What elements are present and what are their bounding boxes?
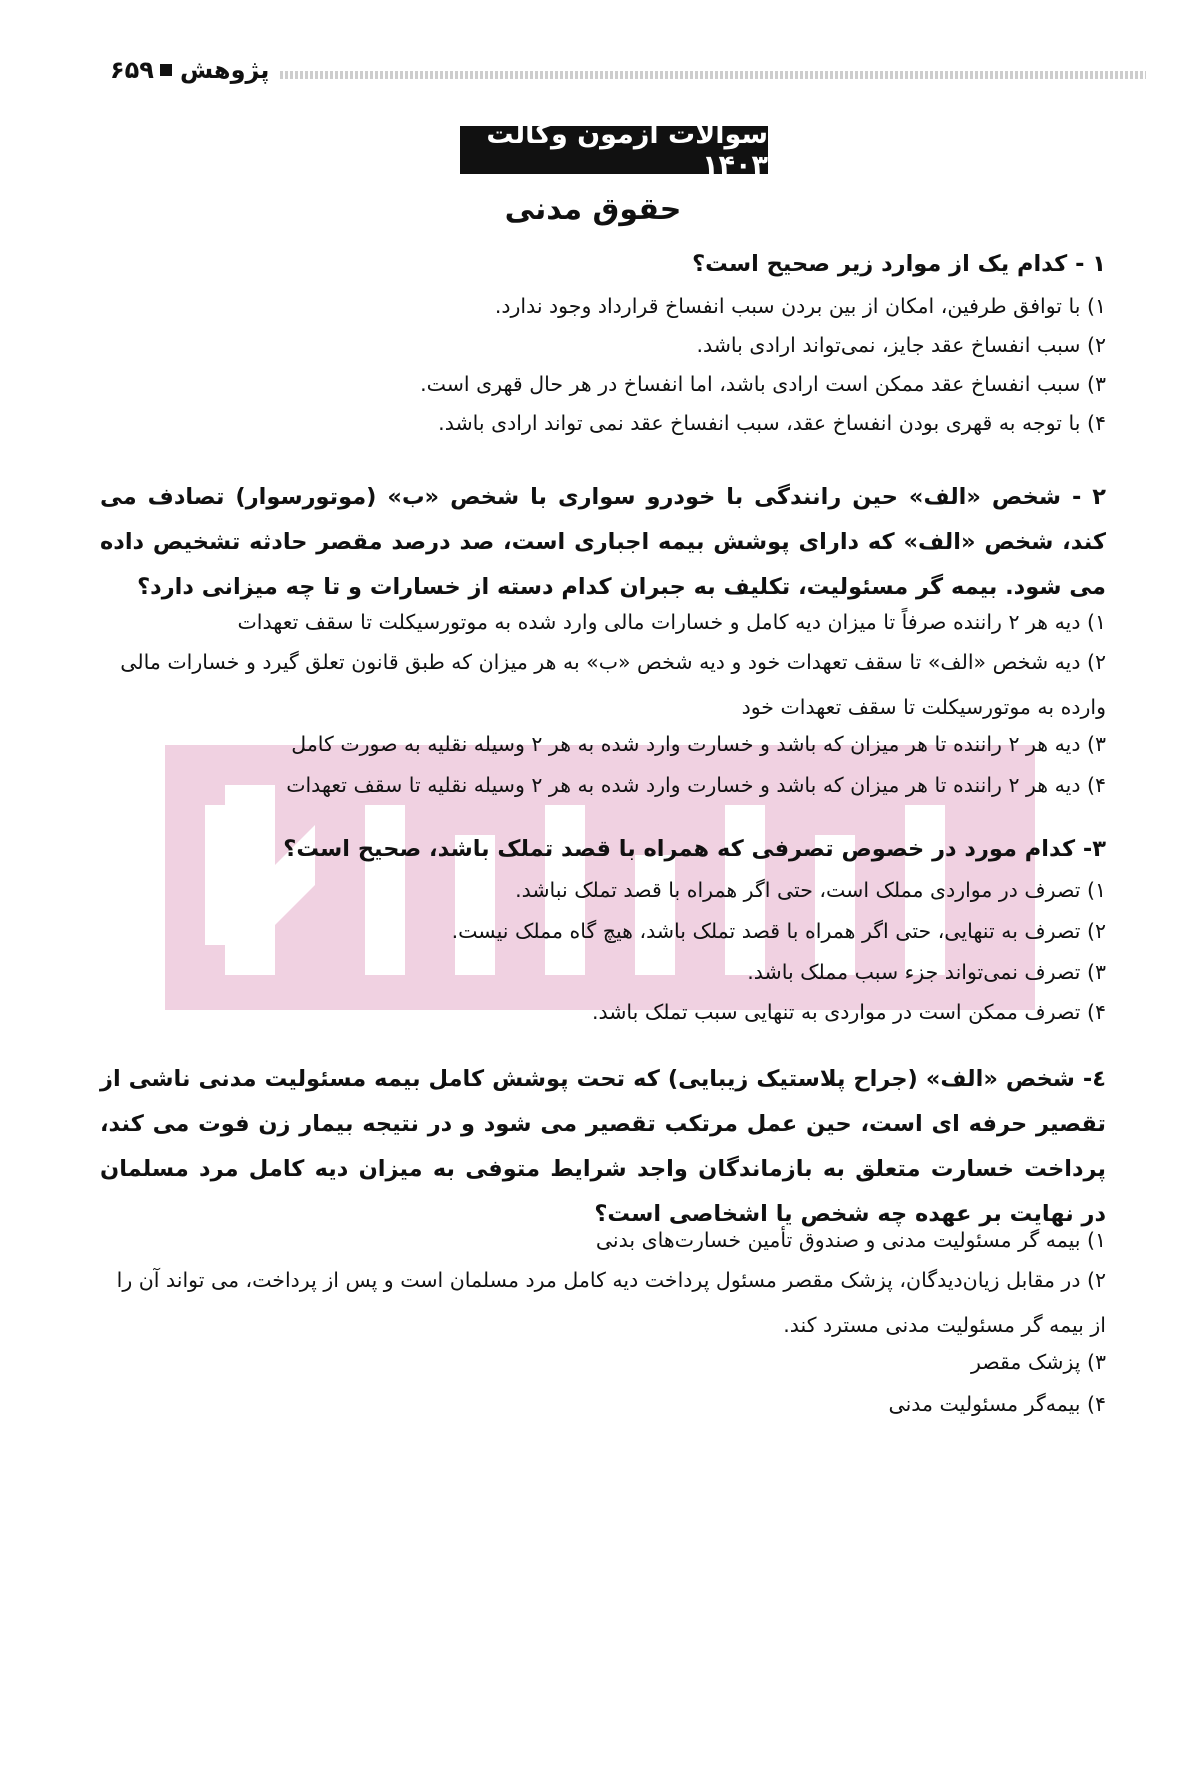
question-1-option-3: ۳) سبب انفساخ عقد ممکن است ارادی باشد، اما انفساخ در هر حال قهری است. [420,372,1106,396]
header-section: پژوهش [180,56,270,84]
question-2-option-4: ۴) دیه هر ۲ راننده تا هر میزان که باشد و خسارت وارد شده به هر ۲ وسیله نقلیه تا سقف تعهدات [286,773,1106,797]
section-title: حقوق مدنی [504,192,682,227]
question-4: ٤- شخص «الف» (جراح پلاستیک زیبایی) که تحت پوشش کامل بیمه مسئولیت مدنی ناشی از تقصیر حرفه ای است، حین عمل مرتکب تقصیر می شود و در نتیجه بیمار زن فوت می کند، پرداخت خسارت متعلق به بازماندگان واجد شرایط متوفی به میزان دیه کامل مرد مسلمان در نهایت بر عهده چه شخص یا اشخاصی است؟ [100,1066,1106,1227]
question-2-option-2: ۲) دیه شخص «الف» تا سقف تعهدات خود و دیه شخص «ب» به هر میزان که طبق قانون تعلق گیرد و خسارات مالی وارده به موتورسیکلت تا سقف تعهدات خود [120,650,1106,719]
question-1-option-1: ۱) با توافق طرفین، امکان از بین بردن سبب انفساخ قرارداد وجود ندارد. [494,294,1106,318]
header-square-icon [160,64,172,76]
question-1-option-2: ۲) سبب انفساخ عقد جایز، نمی‌تواند ارادی باشد. [696,333,1106,357]
question-3-option-2: ۲) تصرف به تنهایی، حتی اگر همراه با قصد تملک باشد، هیچ گاه مملک نیست. [451,919,1106,943]
question-3: ۳- کدام مورد در خصوص تصرفی که همراه با قصد تملک باشد، صحیح است؟ [283,836,1106,862]
header-rule [280,71,1146,79]
question-3-option-4: ۴) تصرف ممکن است در مواردی به تنهایی سبب تملک باشد. [591,1000,1106,1024]
question-1: ۱ - کدام یک از موارد زیر صحیح است؟ [692,251,1106,277]
question-2: ۲ - شخص «الف» حین رانندگی با خودرو سواری با شخص «ب» (موتورسوار) تصادف می کند، شخص «الف» که دارای پوشش بیمه اجباری است، صد درصد مقصر حادثه تشخیص داده می شود. بیمه گر مسئولیت، تکلیف به جبران کدام دسته از خسارات و تا چه میزانی دارد؟ [100,484,1106,600]
question-4-option-1: ۱) بیمه گر مسئولیت مدنی و صندوق تأمین خسارت‌های بدنی [595,1228,1106,1252]
question-3-option-1: ۱) تصرف در مواردی مملک است، حتی اگر همراه با قصد تملک نباشد. [515,878,1106,902]
question-2-option-1: ۱) دیه هر ۲ راننده صرفاً تا میزان دیه کامل و خسارات مالی وارد شده به موتورسیکلت تا سقف تعهدات [237,610,1106,634]
page-number: ۶۵۹ [110,56,154,84]
exam-title: سوالات آزمون وکالت ۱۴۰۳ [460,126,768,174]
question-4-option-2: ۲) در مقابل زیان‌دیدگان، پزشک مقصر مسئول پرداخت دیه کامل مرد مسلمان است و پس از پرداخت، می تواند آن را از بیمه گر مسئولیت مدنی مسترد کند. [116,1268,1106,1337]
question-4-option-4: ۴) بیمه‌گر مسئولیت مدنی [888,1392,1106,1416]
page-header [110,50,1146,90]
question-3-option-3: ۳) تصرف نمی‌تواند جزء سبب مملک باشد. [747,960,1106,984]
question-1-option-4: ۴) با توجه به قهری بودن انفساخ عقد، سبب انفساخ عقد نمی تواند ارادی باشد. [438,411,1106,435]
question-2-option-3: ۳) دیه هر ۲ راننده تا هر میزان که باشد و خسارت وارد شده به هر ۲ وسیله نقلیه به صورت کامل [291,732,1106,756]
question-4-option-3: ۳) پزشک مقصر [970,1350,1106,1374]
